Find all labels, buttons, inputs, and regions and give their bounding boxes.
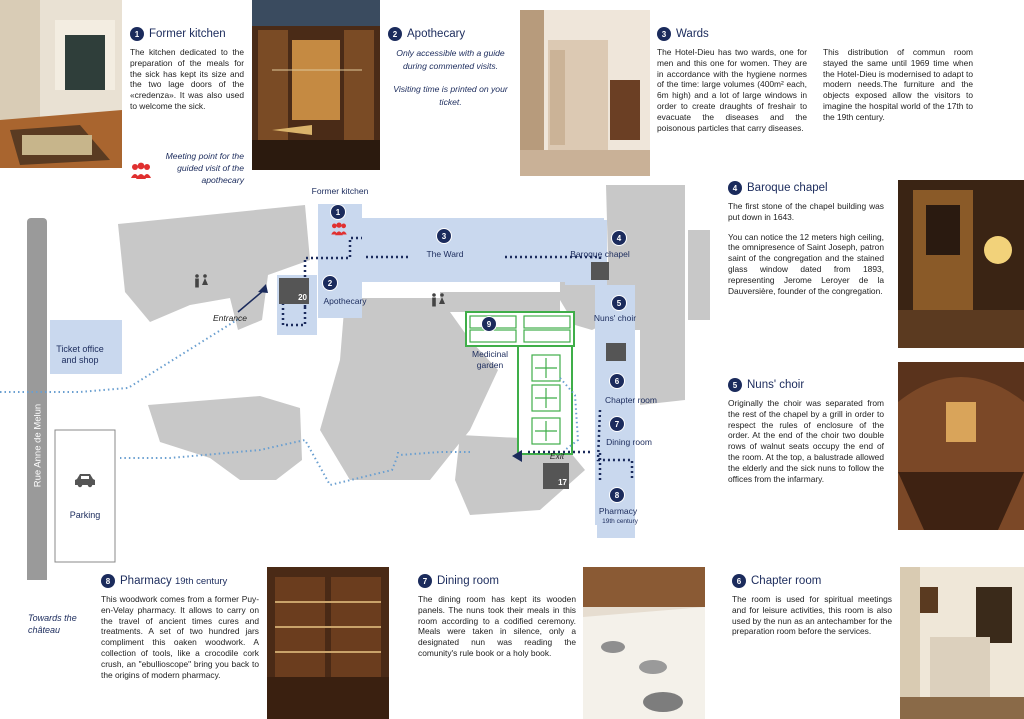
car-icon: [74, 472, 96, 488]
section-title: Baroque chapel: [747, 182, 828, 194]
dining-text: The dining room has kept its wooden panels. The nuns took their meals in this room according to a codified ceremony. Meals were taken in silence, only a designated nun was reading the comunity's rule book or a holy book.: [418, 594, 576, 658]
map-marker-6[interactable]: 6: [609, 373, 625, 389]
photo-chapter-room: [900, 567, 1024, 719]
photo-baroque-chapel: [898, 180, 1024, 348]
section-dining-room: [418, 574, 576, 659]
pharmacy-century-label: 19th century: [602, 518, 638, 525]
toilets-icon-2: [430, 293, 446, 307]
group-icon: [130, 162, 152, 180]
street-label: Rue Anne de Melun: [32, 403, 44, 488]
apothecary-map-label: Apothecary: [323, 296, 367, 306]
map-marker-8[interactable]: 8: [609, 487, 625, 503]
map-marker-7[interactable]: 7: [609, 416, 625, 432]
section-number: 6: [732, 574, 746, 588]
parking-label: Parking: [69, 510, 101, 520]
section-former-kitchen: [130, 27, 244, 112]
former-kitchen-label: Former kitchen: [311, 186, 369, 196]
section-title: Apothecary: [407, 28, 466, 40]
section-wards: [657, 27, 807, 133]
map-marker-3[interactable]: 3: [436, 228, 452, 244]
meeting-text: Meeting point for the guided visit of the apothecary: [165, 151, 244, 185]
site-map: [0, 180, 720, 580]
dining-room-map-label: Dining room: [606, 437, 652, 447]
section-number: 1: [130, 27, 144, 41]
section-number: 7: [418, 574, 432, 588]
chapter-room-map-label: Chapter room: [605, 395, 657, 405]
group-icon: [330, 222, 348, 236]
pharmacy-map-label: Pharmacy: [598, 506, 638, 516]
map-marker-5[interactable]: 5: [611, 295, 627, 311]
medicinal-garden-label: Medicinal garden: [472, 349, 508, 370]
wards-text-2: This distribution of commun room stayed the same until 1969 time when the Hotel-Dieu is modernised to adapt to modern needs.The furniture and the objects exposed allow the visitors to imagine the hospital world of the 17th to the 19th century.: [823, 47, 973, 122]
section-text: The kitchen dedicated to the preparation of the meals for the sick has kept its size and the two lage doors of the «credenza». It was also used to welcome the sick.: [130, 47, 244, 111]
exit-label: Exit: [549, 451, 565, 461]
apothecary-time-text: Visiting time is printed on your ticket.: [393, 84, 508, 107]
section-baroque-chapel: [728, 181, 884, 296]
pharmacy-text: This woodwork comes from a former Puy-en-Velay pharmacy. It allows to carry on the travel of ancient times cures and treatments. A set of two hundred jars compliment this oaken woodwork. A collection of tools, like a crocodile cork crush, an "ebullioscope" bring you back to the origins of modern pharmacy.: [101, 594, 259, 680]
chapter-text: The room is used for spiritual meetings and for leisure activities, this room is also used by the nun as an antechamber for the preparation room before the services.: [732, 594, 892, 637]
stairs-20-icon: 20: [279, 278, 309, 304]
section-apothecary: [388, 27, 513, 109]
section-number: 3: [657, 27, 671, 41]
section-title: Wards: [676, 28, 709, 40]
section-pharmacy: [101, 574, 259, 680]
stairs-choir-icon: [606, 343, 626, 361]
section-number: 2: [388, 27, 402, 41]
photo-wards: [520, 10, 650, 176]
section-title: Nuns' choir: [747, 379, 805, 391]
section-title: Chapter room: [751, 575, 822, 587]
section-chapter-room: [732, 574, 892, 637]
section-title: Dining room: [437, 575, 499, 587]
photo-nuns-choir: [898, 362, 1024, 530]
map-marker-4[interactable]: 4: [611, 230, 627, 246]
stairs-chapel-icon: [591, 262, 609, 280]
nuns-choir-map-label: Nuns' choir: [593, 313, 637, 323]
photo-former-kitchen: [0, 0, 122, 168]
map-marker-9[interactable]: 9: [481, 316, 497, 332]
wards-text-1: The Hotel-Dieu has two wards, one for men and this one for women. They are in accordance with the hygiene normes of the time: large volumes (400m² each, 6m high) and a lot of large windows in order to create draughts of freshair to evacuate the diseases and the poisonous particles that carry diseases.: [657, 47, 807, 133]
towards-chateau-label: Towards the château: [28, 613, 77, 635]
section-number: 5: [728, 378, 742, 392]
photo-dining-room: [583, 567, 705, 719]
photo-apothecary: [252, 0, 380, 170]
map-marker-2[interactable]: 2: [322, 275, 338, 291]
section-wards-2: [823, 47, 973, 123]
section-title: Pharmacy 19th century: [120, 575, 228, 587]
photo-pharmacy: [267, 567, 389, 719]
apothecary-guide-text: Only accessible with a guide during commented visits.: [396, 48, 505, 71]
the-ward-label: The Ward: [426, 249, 464, 259]
section-number: 4: [728, 181, 742, 195]
section-nuns-choir: [728, 378, 884, 484]
entrance-label: Entrance: [212, 313, 248, 323]
baroque-chapel-map-label: Baroque chapel: [570, 249, 630, 259]
section-title: Former kitchen: [149, 28, 226, 40]
section-number: 8: [101, 574, 115, 588]
chapel-text-1: The first stone of the chapel building was put down in 1643.: [728, 201, 884, 222]
choir-text: Originally the choir was separated from the rest of the chapel by a grill in order to respect the rules of enclosure of the order. At the end of the choir two double rows of walnut seats occupy the end of the room. At the top, a balustrade allowed the elderly and the sick nuns to follow the offices from the infarmary.: [728, 398, 884, 484]
ticket-office-label: Ticket office and shop: [56, 344, 104, 365]
stairs-17-icon: 17: [543, 463, 569, 489]
chapel-text-2: You can notice the 12 meters high ceiling, the omnipresence of Saint Joseph, patron saint of the congregation and the stained glass window dated from 1893, representing Jerome Leroyer de la Dauversière, founder of the congregation.: [728, 231, 884, 296]
toilets-icon: [193, 274, 209, 288]
map-marker-1[interactable]: 1: [330, 204, 346, 220]
